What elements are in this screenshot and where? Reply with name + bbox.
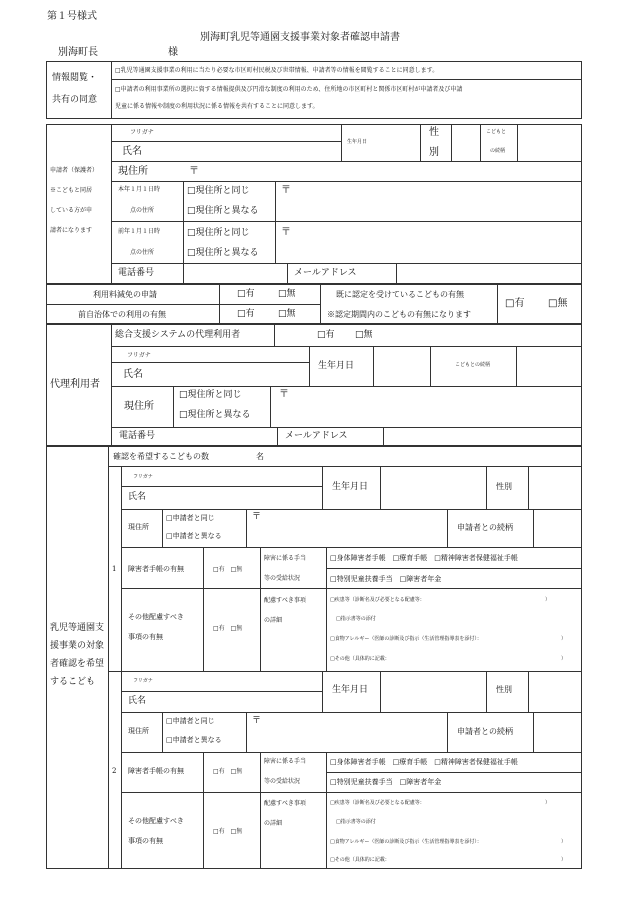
applicant-side-2: ※こどもと同居 xyxy=(50,187,93,194)
addressee-honorific: 様 xyxy=(168,47,178,58)
consent-label-2: 共有の同意 xyxy=(52,95,98,105)
child-1-allowance-label-2: 等の受給状況 xyxy=(264,575,301,582)
consent-checkbox-1[interactable]: □乳児等通園支援事業の利用に当たり必要な市区町村民税及び世帯情報、申請者等の情報を閲覧することに同意します。 xyxy=(115,67,439,74)
child-1-detail-label-2: の詳細 xyxy=(264,617,283,624)
child-1-allowance-label-1: 障害に係る手当 xyxy=(264,555,307,562)
agent-furigana-label: フリガナ xyxy=(127,352,151,359)
child-1-number: 1 xyxy=(112,565,117,573)
certified-yes[interactable]: □有 xyxy=(505,298,525,309)
child-2-other-yes-no[interactable]: □有 □無 xyxy=(213,828,243,835)
agent-side-label: 代理利用者 xyxy=(50,379,100,390)
jan-postal-mark: 〒 xyxy=(281,185,291,196)
child-2-dob-label: 生年月日 xyxy=(332,685,369,695)
child-1-same-checkbox[interactable]: □申請者と同じ xyxy=(166,514,215,522)
child-2-detail-instruction[interactable]: □指示書等の添付 xyxy=(336,819,376,825)
child-1-sex-label: 性別 xyxy=(496,482,512,491)
prev-municipality-label: 前自治体での利用の有無 xyxy=(78,310,166,319)
child-2-detail-paren-1: ） xyxy=(545,800,551,806)
applicant-relation-label-2: の続柄 xyxy=(490,148,506,154)
fee-reduction-yes[interactable]: □有 xyxy=(237,289,255,299)
child-1-postal-mark: 〒 xyxy=(252,512,262,522)
agent-system-label: 総合支援システムの代理利用者 xyxy=(115,330,241,340)
child-1-relation-label: 申請者との続柄 xyxy=(457,523,513,532)
child-1-other-label-2: 事項の有無 xyxy=(128,633,163,641)
child-2-detail-allergy[interactable]: □食物アレルギー（医師の診断及び指示（生活管理指導表を添付）： xyxy=(330,839,482,845)
applicant-name-label: 氏名 xyxy=(122,146,142,157)
applicant-email-label: メールアドレス xyxy=(294,268,357,278)
children-side-1: 乳児等通園支 xyxy=(50,623,105,633)
child-2-relation-label: 申請者との続柄 xyxy=(457,727,513,736)
prev-use-yes[interactable]: □有 xyxy=(237,309,255,319)
child-1-detail-label-1: 配慮すべき事項 xyxy=(264,597,306,604)
child-1-detail-allergy[interactable]: □食物アレルギー（医師の診断及び指示（生活管理指導表を添付）： xyxy=(330,636,482,642)
child-2-detail-paren-2: ） xyxy=(561,839,567,845)
child-2-allowance-label-1: 障害に係る手当 xyxy=(264,758,307,765)
agent-relation-label: こどもとの続柄 xyxy=(455,362,491,368)
child-2-other-label-1: その他配慮すべき xyxy=(128,817,184,825)
child-1-other-yes-no[interactable]: □有 □無 xyxy=(213,625,243,632)
prev-address-label-2: 点の住所 xyxy=(130,249,155,256)
applicant-side-4: 請者になります xyxy=(50,227,93,234)
fee-reduction-no[interactable]: □無 xyxy=(278,289,296,299)
child-1-detail-instruction[interactable]: □指示書等の添付 xyxy=(336,616,376,622)
prev-postal-mark: 〒 xyxy=(281,227,291,238)
child-2-detail-label-2: の詳細 xyxy=(264,820,283,827)
child-2-detail-other[interactable]: □その他（具体的に記載： xyxy=(330,857,390,863)
child-2-other-label-2: 事項の有無 xyxy=(128,837,163,845)
jan-address-label-2: 点の住所 xyxy=(130,207,155,214)
child-2-handbook-yes-no[interactable]: □有 □無 xyxy=(213,768,243,775)
child-1-address-label: 現住所 xyxy=(128,523,149,531)
child-2-same-checkbox[interactable]: □申請者と同じ xyxy=(166,717,215,725)
child-2-allowance-label-2: 等の受給状況 xyxy=(264,778,301,785)
child-2-sex-label: 性別 xyxy=(496,685,512,694)
applicant-side-3: している方が申 xyxy=(50,207,93,214)
agent-email-label: メールアドレス xyxy=(285,431,348,441)
agent-same-checkbox[interactable]: □現住所と同じ xyxy=(179,390,242,400)
consent-checkbox-2-cont: 児童に係る情報や制度の利用状況に係る情報を共有することに同意します。 xyxy=(115,103,319,110)
children-side-2: 援事業の対象 xyxy=(50,641,105,651)
child-2-handbook-options[interactable]: □身体障害者手帳 □療育手帳 □精神障害者保健福祉手帳 xyxy=(330,758,518,766)
applicant-dob-label: 生年月日 xyxy=(347,139,368,145)
child-2-handbook-label: 障害者手帳の有無 xyxy=(128,767,184,775)
child-2-address-label: 現住所 xyxy=(128,727,149,735)
child-2-number: 2 xyxy=(112,767,117,775)
page-title: 別海町乳児等通園支援事業対象者確認申請書 xyxy=(200,32,400,43)
child-2-furigana: フリガナ xyxy=(133,678,153,684)
applicant-relation-label-1: こどもと xyxy=(486,129,507,135)
prev-same-checkbox[interactable]: □現住所と同じ xyxy=(187,228,250,238)
applicant-phone-label: 電話番号 xyxy=(118,268,155,278)
jan-address-label-1: 本年１月１日時 xyxy=(118,186,161,193)
agent-system-yes[interactable]: □有 xyxy=(317,330,335,340)
agent-postal-mark: 〒 xyxy=(279,389,289,400)
addressee: 別海町長 xyxy=(58,47,98,58)
child-2-detail-disease[interactable]: □疾患等（診断名及び必要となる配慮等： xyxy=(330,800,425,806)
child-1-allowance-options[interactable]: □特別児童扶養手当 □障害者年金 xyxy=(330,575,442,583)
child-1-detail-paren-3: ） xyxy=(561,656,567,662)
agent-phone-label: 電話番号 xyxy=(119,431,156,441)
postal-mark: 〒 xyxy=(189,166,199,177)
children-side-4: するこども xyxy=(50,677,96,687)
prev-use-no[interactable]: □無 xyxy=(278,309,296,319)
children-count-label: 確認を希望するこどもの数 xyxy=(113,452,209,461)
child-2-detail-label-1: 配慮すべき事項 xyxy=(264,800,306,807)
child-1-detail-paren-2: ） xyxy=(561,636,567,642)
agent-address-label: 現住所 xyxy=(124,401,154,412)
applicant-sex-label-1: 性 xyxy=(429,127,439,138)
applicant-furigana-label: フリガナ xyxy=(130,129,154,136)
agent-system-no[interactable]: □無 xyxy=(355,330,373,340)
child-2-allowance-options[interactable]: □特別児童扶養手当 □障害者年金 xyxy=(330,778,442,786)
certified-period-note: ※認定期間内のこどもの有無になります xyxy=(327,310,471,319)
fee-reduction-label: 利用料減免の申請 xyxy=(93,290,157,299)
child-1-furigana: フリガナ xyxy=(133,474,153,480)
applicant-side-1: 申請者（保護者） xyxy=(50,167,99,174)
child-1-diff-checkbox[interactable]: □申請者と異なる xyxy=(166,532,222,540)
consent-label-1: 情報閲覧・ xyxy=(52,73,98,83)
agent-dob-label: 生年月日 xyxy=(318,361,355,371)
child-2-name-label: 氏名 xyxy=(128,696,147,706)
certified-child-label: 既に認定を受けているこどもの有無 xyxy=(336,290,464,299)
child-1-detail-other[interactable]: □その他（具体的に記載： xyxy=(330,656,390,662)
consent-checkbox-2[interactable]: □申請者の利用事業所の選択に資する情報提供及び円滑な制度の利用のため、住所地の市区町村と関係市区町村が申請者及び申請 xyxy=(115,86,463,93)
form-number: 第１号様式 xyxy=(47,11,97,22)
agent-name-label: 氏名 xyxy=(123,369,143,380)
child-1-detail-paren-1: ） xyxy=(545,597,551,603)
prev-diff-checkbox[interactable]: □現住所と異なる xyxy=(187,248,259,258)
child-2-diff-checkbox[interactable]: □申請者と異なる xyxy=(166,736,222,744)
child-1-name-label: 氏名 xyxy=(128,492,147,502)
child-1-handbook-yes-no[interactable]: □有 □無 xyxy=(213,566,243,573)
applicant-address-label: 現住所 xyxy=(118,166,148,177)
applicant-sex-label-2: 別 xyxy=(429,147,439,158)
children-count-unit: 名 xyxy=(256,452,264,461)
prev-address-label-1: 前年１月１日時 xyxy=(118,228,161,235)
certified-no[interactable]: □無 xyxy=(548,298,568,309)
children-side-3: 者確認を希望 xyxy=(50,659,105,669)
child-1-handbook-options[interactable]: □身体障害者手帳 □療育手帳 □精神障害者保健福祉手帳 xyxy=(330,554,518,562)
jan-same-checkbox[interactable]: □現住所と同じ xyxy=(187,186,250,196)
child-2-postal-mark: 〒 xyxy=(252,716,262,726)
child-2-detail-paren-3: ） xyxy=(561,857,567,863)
child-1-other-label-1: その他配慮すべき xyxy=(128,613,184,621)
child-1-detail-disease[interactable]: □疾患等（診断名及び必要となる配慮等： xyxy=(330,597,425,603)
child-1-handbook-label: 障害者手帳の有無 xyxy=(128,565,184,573)
child-1-dob-label: 生年月日 xyxy=(332,482,369,492)
agent-diff-checkbox[interactable]: □現住所と異なる xyxy=(179,410,251,420)
jan-diff-checkbox[interactable]: □現住所と異なる xyxy=(187,206,259,216)
